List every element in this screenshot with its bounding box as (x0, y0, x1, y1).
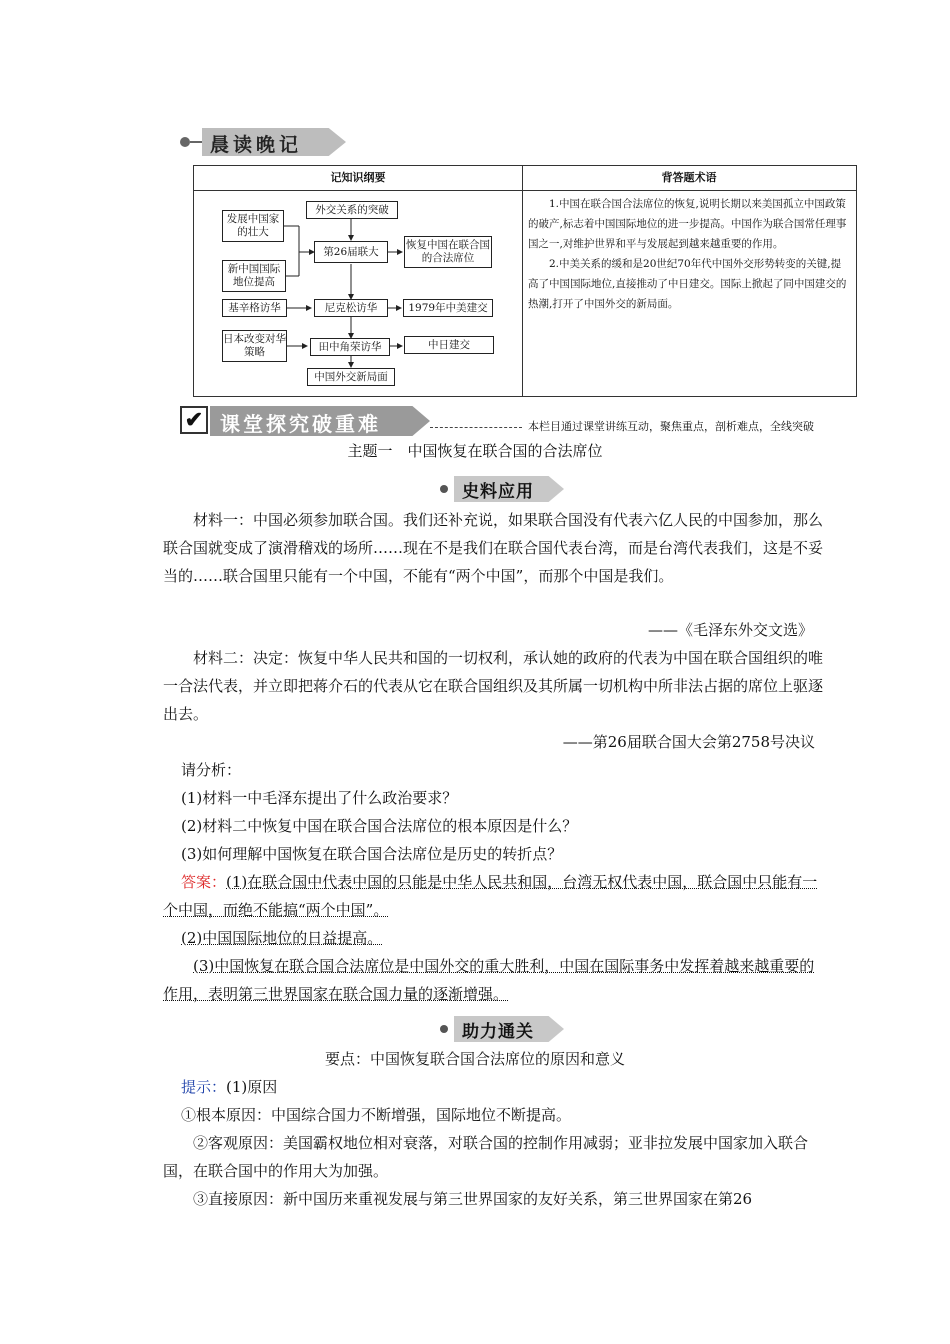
checkmark-icon: ✔ (180, 406, 208, 434)
outline-header: 记知识纲要 (194, 166, 522, 191)
term-paragraph: 2.中美关系的缓和是20世纪70年代中国外交形势转变的关键,提高了中国国际地位,直接推动了中日建交。国际上掀起了同中国建交的热潮,打开了中国外交的新局面。 (528, 258, 847, 310)
hint-1: ①根本原因：中国综合国力不断增强，国际地位不断提高。 (181, 1106, 572, 1124)
source-1: ——《毛泽东外交文选》 (647, 621, 813, 639)
banner-title: 课堂探究破重难 (220, 412, 381, 436)
banner-title: 晨读晚记 (210, 134, 303, 156)
question-2: (2)材料二中恢复中国在联合国合法席位的根本原因是什么？ (181, 817, 578, 835)
bullet-icon (180, 137, 190, 147)
hint-label: 提示： (181, 1078, 227, 1096)
box-japan-policy-change: 日本改变对华策略 (222, 330, 287, 362)
box-diplomatic-breakthrough: 外交关系的突破 (306, 201, 398, 219)
pill-title: 助力通关 (462, 1022, 534, 1042)
hint-block (181, 1073, 841, 1101)
question-1: (1)材料一中毛泽东提出了什么政治要求？ (181, 789, 458, 807)
box-tanaka-visit: 田中角荣访华 (310, 338, 390, 356)
source-2: ——第26届联合国大会第2758号决议 (562, 733, 815, 751)
answer-3: (3)中国恢复在联合国合法席位是中国外交的重大胜利，中国在国际事务中发挥着越来越重要的作用，表明第三世界国家在联合国力量的逐渐增强。 (163, 957, 815, 1003)
dashed-line (430, 427, 522, 428)
material-2: 材料二：决定：恢复中华人民共和国的一切权利，承认她的政府的代表为中国在联合国组织的唯一合法代表，并立即把蒋介石的代表从它在联合国组织及其所属一切机构中所非法占据的席位上驱逐出去。 (163, 649, 824, 723)
answer-3-block (163, 952, 823, 1008)
banner-note (430, 418, 850, 434)
knowledge-outline-table (193, 165, 857, 397)
hint-title: (1)原因 (226, 1078, 278, 1096)
bullet-icon (440, 1025, 448, 1033)
bullet-icon (440, 485, 448, 493)
box-26th-un-assembly: 第26届联大 (314, 241, 388, 263)
answer-2: (2)中国国际地位的日益提高。 (181, 929, 383, 947)
terms-header: 背答题术语 (522, 166, 856, 191)
box-developing-countries: 发展中国家的壮大 (222, 210, 284, 242)
box-nixon-visit: 尼克松访华 (314, 299, 388, 317)
help-pass-pill (440, 1016, 570, 1042)
term-paragraph: 1.中国在联合国合法席位的恢复,说明长期以来美国孤立中国政策的破产,标志着中国国际地位的进一步提高。中国作为联合国常任理事国之一,对维护世界和平与发展起到越来越重要的作用。 (528, 198, 847, 250)
box-new-diplomatic-era: 中国外交新局面 (307, 368, 395, 386)
box-1979-sino-us-ties: 1979年中美建交 (403, 299, 493, 317)
hint-2: ②客观原因：美国霸权地位相对衰落，对联合国的控制作用减弱；亚非拉发展中国家加入联合国，在联合国中的作用大为加强。 (163, 1134, 809, 1180)
key-point: 要点：中国恢复联合国合法席位的原因和意义 (324, 1050, 625, 1068)
material-1: 材料一：中国必须参加联合国。我们还补充说，如果联合国没有代表六亿人民的中国参加，那么联合国就变成了演滑稽戏的场所……现在不是我们在联合国代表台湾，而是台湾代表我们，这是不妥当的……联合国里只能有一个中国，不能有“两个中国”，而那个中国是我们。 (163, 511, 824, 585)
box-restore-un-seat: 恢复中国在联合国的合法席位 (404, 236, 492, 268)
answer-2-block (181, 924, 841, 952)
question-3: (3)如何理解中国恢复在联合国合法席位是历史的转折点？ (181, 845, 563, 863)
hint-3: ③直接原因：新中国历来重视发展与第三世界国家的友好关系，第三世界国家在第26 (193, 1190, 753, 1208)
answer-label: 答案： (181, 873, 227, 891)
box-sino-japan-ties: 中日建交 (404, 336, 494, 354)
banner-connector (190, 141, 202, 143)
column-divider (522, 166, 523, 396)
class-exploration-banner (180, 404, 430, 438)
terms-text (528, 194, 850, 314)
analysis-prompt: 请分析： (181, 761, 242, 779)
answer-1-block (163, 868, 823, 924)
banner-note-text: 本栏目通过课堂讲练互动，聚焦重点，剖析难点，全线突破 (528, 420, 814, 433)
morning-reading-banner (180, 128, 346, 156)
history-application-pill (440, 476, 570, 502)
box-kissinger-visit: 基辛格访华 (222, 299, 287, 317)
topic-title: 主题一 中国恢复在联合国的合法席位 (347, 442, 603, 460)
answer-1: (1)在联合国中代表中国的只能是中华人民共和国，台湾无权代表中国，联合国中只能有一个中国，而绝不能搞“两个中国”。 (163, 873, 818, 919)
box-international-status: 新中国国际地位提高 (222, 260, 286, 292)
pill-title: 史料应用 (462, 482, 534, 502)
